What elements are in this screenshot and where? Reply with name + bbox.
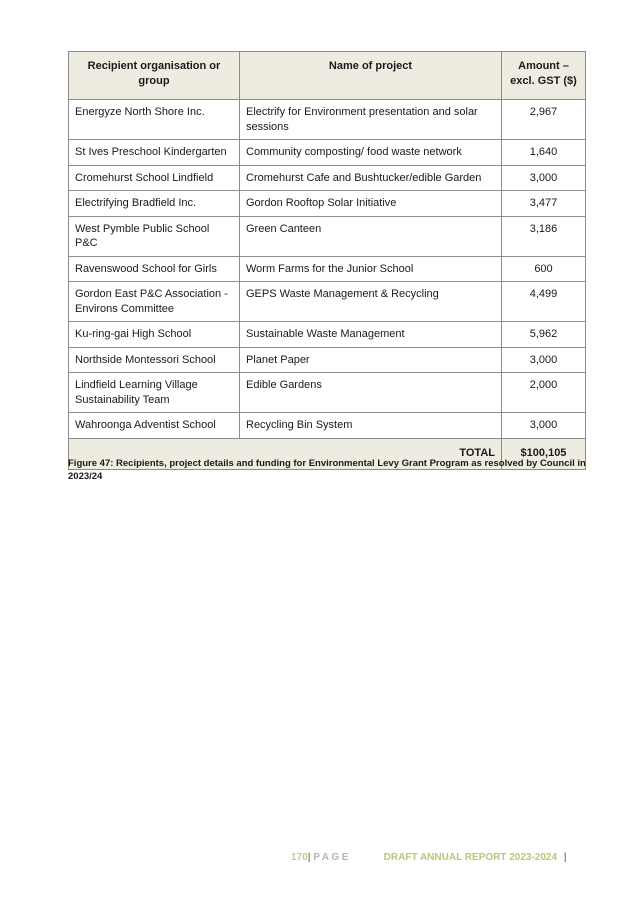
column-header-amount: Amount – excl. GST ($) bbox=[502, 52, 586, 100]
cell-project: Planet Paper bbox=[240, 347, 502, 373]
cell-recipient: Ravenswood School for Girls bbox=[69, 256, 240, 282]
cell-amount: 2,000 bbox=[502, 373, 586, 413]
cell-amount: 1,640 bbox=[502, 140, 586, 166]
cell-recipient: Lindfield Learning Village Sustainability Team bbox=[69, 373, 240, 413]
table-row bbox=[69, 373, 586, 413]
table-row bbox=[69, 216, 586, 256]
cell-recipient: Wahroonga Adventist School bbox=[69, 413, 240, 439]
total-label: TOTAL bbox=[69, 438, 502, 470]
cell-amount: 3,477 bbox=[502, 191, 586, 217]
cell-amount: 4,499 bbox=[502, 282, 586, 322]
cell-project: Sustainable Waste Management bbox=[240, 322, 502, 348]
table-header-row bbox=[69, 52, 586, 100]
cell-recipient: Ku-ring-gai High School bbox=[69, 322, 240, 348]
page-label: PAGE bbox=[313, 852, 351, 863]
cell-amount: 3,000 bbox=[502, 413, 586, 439]
cell-project: Recycling Bin System bbox=[240, 413, 502, 439]
cell-recipient: Electrifying Bradfield Inc. bbox=[69, 191, 240, 217]
table-row bbox=[69, 322, 586, 348]
table-row bbox=[69, 100, 586, 140]
cell-project: Cromehurst Cafe and Bushtucker/edible Garden bbox=[240, 165, 502, 191]
total-amount: $100,105 bbox=[502, 438, 586, 470]
footer-end-bar: | bbox=[563, 852, 567, 863]
cell-project: Worm Farms for the Junior School bbox=[240, 256, 502, 282]
table-row bbox=[69, 256, 586, 282]
column-header-project: Name of project bbox=[240, 52, 502, 100]
page-separator: | bbox=[307, 852, 311, 863]
cell-amount: 3,186 bbox=[502, 216, 586, 256]
grants-table bbox=[68, 51, 586, 470]
cell-project: GEPS Waste Management & Recycling bbox=[240, 282, 502, 322]
table-row bbox=[69, 282, 586, 322]
cell-recipient: Northside Montessori School bbox=[69, 347, 240, 373]
table-body bbox=[69, 100, 586, 439]
cell-project: Community composting/ food waste network bbox=[240, 140, 502, 166]
figure-caption: Figure 47: Recipients, project details and funding for Environmental Levy Grant Program as resolved by Council in 2023/24 bbox=[68, 458, 586, 482]
table-row bbox=[69, 140, 586, 166]
table-row bbox=[69, 191, 586, 217]
cell-recipient: Cromehurst School Lindfield bbox=[69, 165, 240, 191]
cell-project: Green Canteen bbox=[240, 216, 502, 256]
table-row bbox=[69, 413, 586, 439]
cell-recipient: West Pymble Public School P&C bbox=[69, 216, 240, 256]
cell-recipient: Gordon East P&C Association - Environs Committee bbox=[69, 282, 240, 322]
cell-recipient: St Ives Preschool Kindergarten bbox=[69, 140, 240, 166]
table-row bbox=[69, 165, 586, 191]
report-title: DRAFT ANNUAL REPORT 2023-2024 bbox=[383, 852, 558, 863]
page-number: 170 bbox=[291, 852, 308, 863]
cell-project: Electrify for Environment presentation and solar sessions bbox=[240, 100, 502, 140]
page-footer bbox=[291, 852, 567, 863]
cell-amount: 3,000 bbox=[502, 347, 586, 373]
cell-amount: 5,962 bbox=[502, 322, 586, 348]
column-header-recipient: Recipient organisation or group bbox=[69, 52, 240, 100]
cell-project: Edible Gardens bbox=[240, 373, 502, 413]
cell-amount: 600 bbox=[502, 256, 586, 282]
cell-recipient: Energyze North Shore Inc. bbox=[69, 100, 240, 140]
cell-project: Gordon Rooftop Solar Initiative bbox=[240, 191, 502, 217]
cell-amount: 3,000 bbox=[502, 165, 586, 191]
cell-amount: 2,967 bbox=[502, 100, 586, 140]
table-row bbox=[69, 347, 586, 373]
